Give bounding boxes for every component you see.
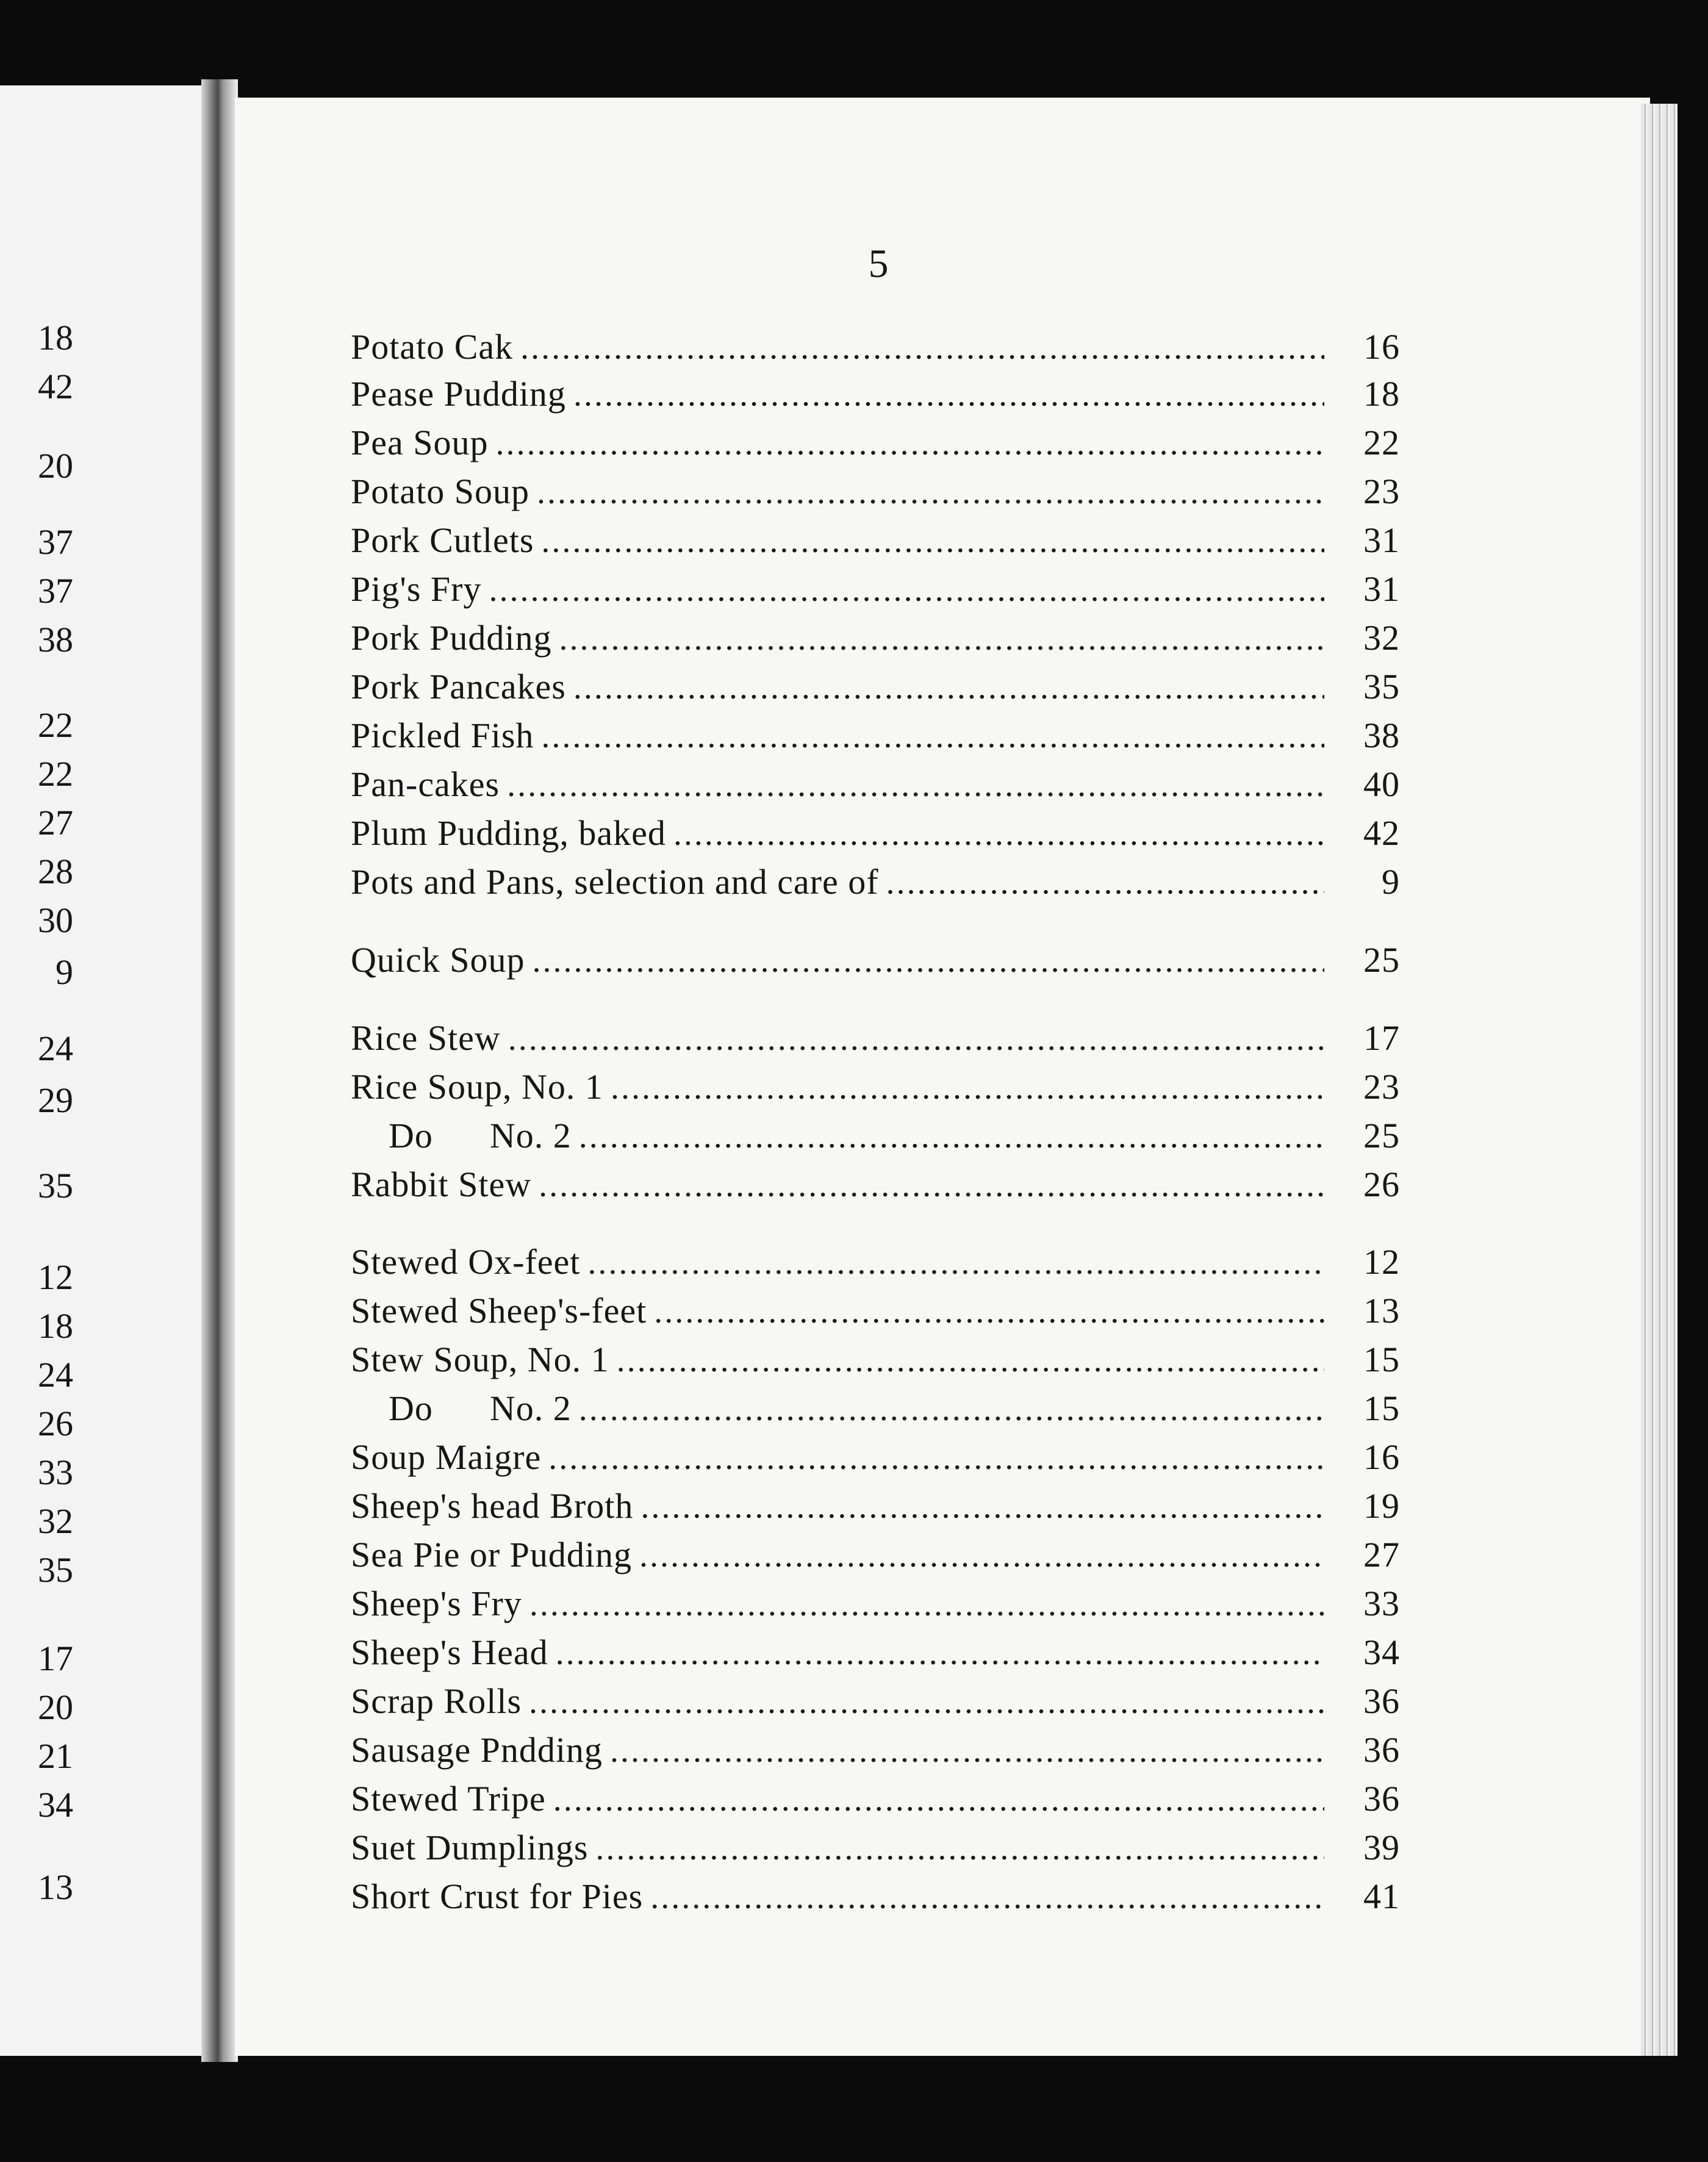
index-entry — [351, 1729, 1400, 1772]
leader-dots — [497, 432, 1325, 461]
entry-page: 33 — [1363, 1584, 1400, 1623]
left-page-number: 28 — [38, 852, 73, 891]
entry-label: Stewed Sheep's-feet — [351, 1291, 647, 1331]
index-entry — [351, 1437, 1400, 1479]
entry-page: 36 — [1363, 1779, 1400, 1819]
entry-page: 38 — [1363, 716, 1400, 755]
entry-label: Pork Pudding — [351, 618, 552, 658]
index-entry — [351, 1290, 1400, 1333]
left-page-number: 22 — [38, 754, 73, 794]
index-entry — [351, 1778, 1400, 1821]
left-page-number: 30 — [38, 900, 73, 940]
entry-label: Rice Soup, No. 1 — [351, 1067, 603, 1107]
entry-page: 40 — [1363, 764, 1400, 804]
entry-page: 16 — [1363, 327, 1400, 367]
index-entry — [351, 422, 1400, 465]
entry-label: Pan-cakes — [351, 764, 500, 804]
left-page-number: 24 — [38, 1355, 73, 1395]
entry-label: Pots and Pans, selection and care of — [351, 862, 879, 902]
entry-label: Pork Cutlets — [351, 520, 534, 560]
leader-dots — [580, 1398, 1324, 1426]
leader-dots — [531, 1593, 1324, 1622]
leader-dots — [612, 1076, 1324, 1105]
left-page-number: 33 — [38, 1453, 73, 1492]
entry-label: Soup Maigre — [351, 1437, 542, 1477]
entry-label: Potato Soup — [351, 472, 529, 511]
left-page-number: 22 — [38, 705, 73, 745]
entry-page: 35 — [1363, 667, 1400, 706]
entry-label: Do No. 2 — [351, 1116, 572, 1155]
entry-label: Rabbit Stew — [351, 1165, 532, 1204]
entry-label: Plum Pudding, baked — [351, 813, 666, 853]
index-entry — [351, 1388, 1400, 1431]
index-entry — [351, 1339, 1400, 1382]
entry-page: 31 — [1363, 569, 1400, 609]
entry-label: Sheep's Head — [351, 1632, 548, 1672]
index-entry — [351, 861, 1400, 904]
left-page-number: 13 — [38, 1867, 73, 1907]
left-page-number: 37 — [38, 522, 73, 562]
entry-label: Rice Stew — [351, 1018, 501, 1058]
entry-page: 27 — [1363, 1535, 1400, 1575]
page-edges — [1641, 104, 1678, 2056]
entry-page: 18 — [1363, 374, 1400, 414]
entry-label: Stewed Tripe — [351, 1779, 546, 1819]
leader-dots — [560, 627, 1324, 656]
entry-label: Sausage Pndding — [351, 1730, 603, 1770]
index-entry — [351, 1241, 1400, 1284]
left-page-number: 29 — [38, 1080, 73, 1120]
leader-dots — [675, 822, 1324, 851]
entry-page: 39 — [1363, 1828, 1400, 1867]
index-entry — [351, 1164, 1400, 1207]
left-page-number: 38 — [38, 620, 73, 659]
entry-label: Short Crust for Pies — [351, 1876, 644, 1916]
leader-dots — [490, 578, 1324, 607]
left-page-number: 32 — [38, 1501, 73, 1541]
entry-page: 9 — [1382, 862, 1400, 902]
leader-dots — [575, 383, 1324, 412]
index-entry — [351, 939, 1400, 982]
leader-dots — [611, 1739, 1324, 1768]
leader-dots — [655, 1300, 1324, 1329]
index-entry — [351, 813, 1400, 855]
entry-page: 25 — [1363, 1116, 1400, 1155]
index-entry — [351, 1018, 1400, 1060]
left-page-number: 35 — [38, 1550, 73, 1590]
leader-dots — [888, 871, 1324, 900]
left-page-number: 20 — [38, 446, 73, 486]
entry-label: Sheep's head Broth — [351, 1486, 634, 1526]
leader-dots — [522, 336, 1324, 365]
page-number: 5 — [868, 242, 889, 286]
left-page-number: 37 — [38, 571, 73, 611]
index-entry — [351, 471, 1400, 514]
leader-dots — [554, 1788, 1324, 1817]
entry-page: 17 — [1363, 1018, 1400, 1058]
entry-page: 26 — [1363, 1165, 1400, 1204]
index-entry — [351, 1485, 1400, 1528]
entry-page: 22 — [1363, 423, 1400, 462]
entry-label: Pea Soup — [351, 423, 489, 462]
leader-dots — [538, 481, 1324, 509]
leader-dots — [640, 1544, 1324, 1573]
entry-page: 34 — [1363, 1632, 1400, 1672]
entry-page: 31 — [1363, 520, 1400, 560]
index-entry — [351, 1066, 1400, 1109]
leader-dots — [550, 1446, 1324, 1475]
left-page-number: 12 — [38, 1257, 73, 1297]
index-entry — [351, 1681, 1400, 1723]
leader-dots — [542, 725, 1324, 753]
index-entry — [351, 326, 1400, 369]
left-page-number: 20 — [38, 1687, 73, 1727]
entry-page: 16 — [1363, 1437, 1400, 1477]
index-entry — [351, 1632, 1400, 1675]
leader-dots — [508, 774, 1324, 802]
index-entry — [351, 715, 1400, 758]
index-entry — [351, 1827, 1400, 1870]
entry-label: Pease Pudding — [351, 374, 566, 414]
left-page-number: 26 — [38, 1404, 73, 1443]
left-page-number: 35 — [38, 1166, 73, 1205]
entry-label: Scrap Rolls — [351, 1681, 522, 1721]
left-page-number: 42 — [38, 367, 73, 406]
entry-label: Suet Dumplings — [351, 1828, 589, 1867]
entry-label: Sheep's Fry — [351, 1584, 522, 1623]
entry-label: Do No. 2 — [351, 1388, 572, 1428]
index-entry — [351, 373, 1400, 416]
leader-dots — [580, 1125, 1324, 1154]
index-entry — [351, 666, 1400, 709]
entry-page: 12 — [1363, 1242, 1400, 1282]
entry-label: Potato Cak — [351, 327, 514, 367]
left-page-number: 17 — [38, 1639, 73, 1678]
entry-label: Stewed Ox-feet — [351, 1242, 581, 1282]
entry-page: 19 — [1363, 1486, 1400, 1526]
leader-dots — [530, 1690, 1324, 1719]
entry-page: 32 — [1363, 618, 1400, 658]
entry-page: 41 — [1363, 1876, 1400, 1916]
entry-label: Sea Pie or Pudding — [351, 1535, 633, 1575]
index-entry — [351, 1583, 1400, 1626]
left-page-number: 18 — [38, 318, 73, 357]
leader-dots — [542, 530, 1324, 558]
leader-dots — [557, 1642, 1324, 1670]
left-page-number: 24 — [38, 1029, 73, 1068]
left-page-number: 21 — [38, 1736, 73, 1776]
leader-dots — [589, 1251, 1324, 1280]
left-page-number: 34 — [38, 1785, 73, 1825]
leader-dots — [597, 1837, 1324, 1866]
leader-dots — [575, 676, 1324, 705]
entry-page: 13 — [1363, 1291, 1400, 1331]
index-entry — [351, 764, 1400, 806]
leader-dots — [540, 1174, 1324, 1202]
entry-page: 42 — [1363, 813, 1400, 853]
entry-label: Pickled Fish — [351, 716, 534, 755]
leader-dots — [618, 1349, 1324, 1377]
index-entry — [351, 520, 1400, 562]
entry-page: 25 — [1363, 940, 1400, 980]
index-entry — [351, 617, 1400, 660]
entry-label: Pork Pancakes — [351, 667, 566, 706]
entry-page: 15 — [1363, 1340, 1400, 1379]
entry-label: Stew Soup, No. 1 — [351, 1340, 609, 1379]
leader-dots — [534, 949, 1325, 978]
entry-label: Quick Soup — [351, 940, 525, 980]
entry-label: Pig's Fry — [351, 569, 482, 609]
entry-page: 36 — [1363, 1730, 1400, 1770]
entry-page: 36 — [1363, 1681, 1400, 1721]
index-entry — [351, 1876, 1400, 1919]
entry-page: 23 — [1363, 472, 1400, 511]
left-page-number: 18 — [38, 1306, 73, 1346]
leader-dots — [642, 1495, 1324, 1524]
leader-dots — [651, 1886, 1324, 1914]
leader-dots — [509, 1027, 1324, 1056]
left-page-number: 9 — [56, 952, 73, 992]
index-entry — [351, 569, 1400, 611]
index-entry — [351, 1534, 1400, 1577]
book-gutter — [201, 79, 238, 2062]
left-page-number: 27 — [38, 803, 73, 842]
index-entry — [351, 1115, 1400, 1158]
entry-page: 23 — [1363, 1067, 1400, 1107]
entry-page: 15 — [1363, 1388, 1400, 1428]
